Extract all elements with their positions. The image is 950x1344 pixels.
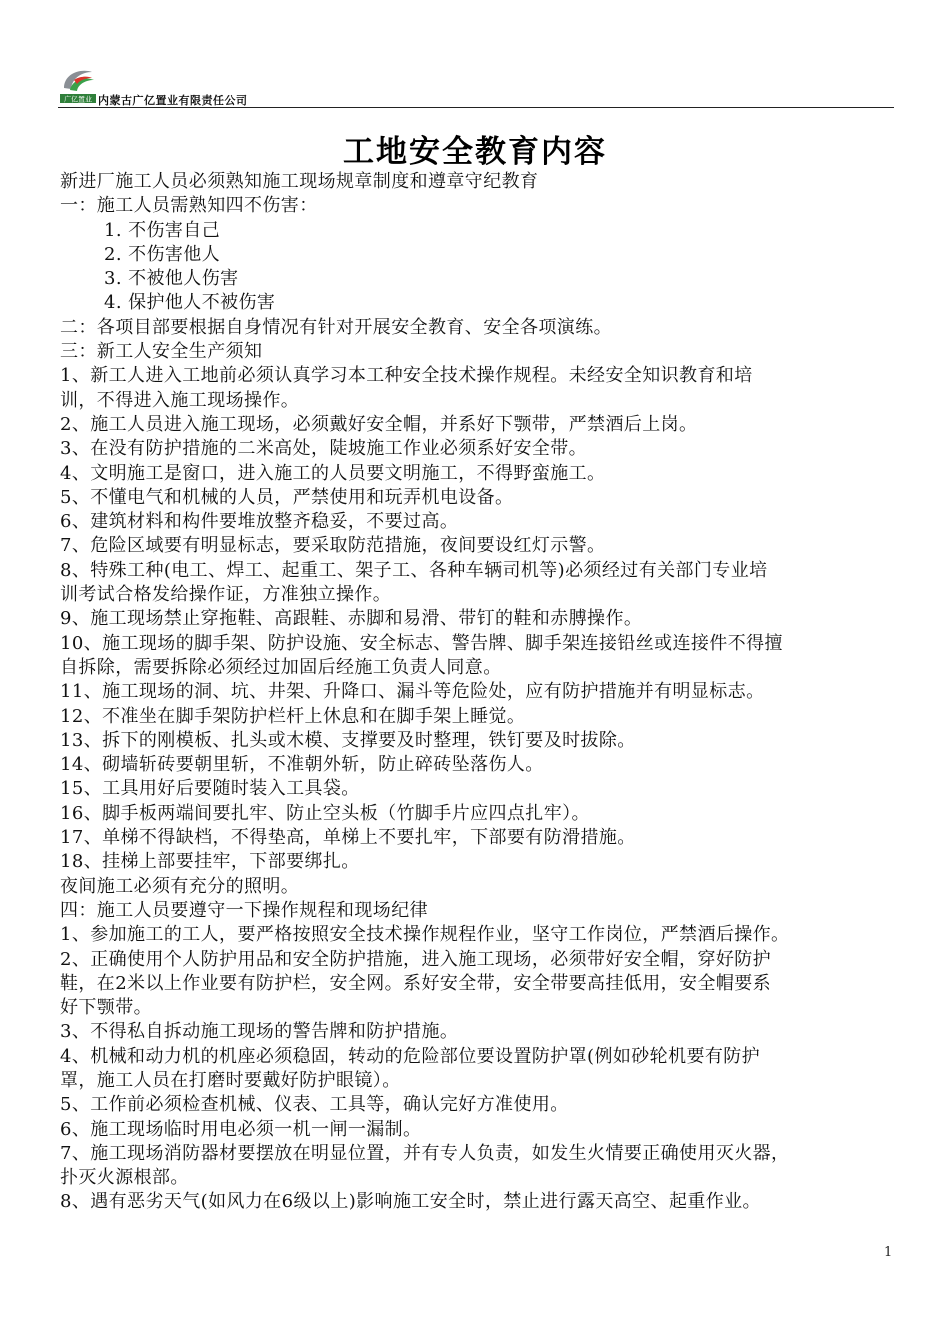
- logo-text: 广亿置业: [64, 95, 92, 104]
- text-line: 6、施工现场临时用电必须一机一闸一漏制。: [60, 1118, 422, 1140]
- page-number: 1: [884, 1245, 893, 1260]
- company-logo: [58, 62, 98, 108]
- text-line: 扑灭火源根部。: [60, 1167, 189, 1189]
- text-line: 新进厂施工人员必须熟知施工现场规章制度和遵章守纪教育: [60, 171, 539, 192]
- text-line: 1、新工人进入工地前必须认真学习本工种安全技术操作规程。未经安全知识教育和培: [60, 365, 753, 387]
- text-line: 二：各项目部要根据自身情况有针对开展安全教育、安全各项演练。: [60, 316, 612, 338]
- text-line: 6、建筑材料和构件要堆放整齐稳妥，不要过高。: [60, 511, 459, 533]
- text-line: 8、特殊工种(电工、焊工、起重工、架子工、各种车辆司机等)必须经过有关部门专业培: [60, 559, 768, 581]
- text-line: 好下颚带。: [60, 997, 152, 1019]
- text-line: 5、不懂电气和机械的人员，严禁使用和玩弄机电设备。: [60, 486, 514, 508]
- document-title: 工地安全教育内容: [343, 134, 607, 170]
- text-line: 13、拆下的刚模板、扎头或木模、支撑要及时整理，铁钉要及时拔除。: [60, 729, 636, 751]
- text-line: 9、施工现场禁止穿拖鞋、高跟鞋、赤脚和易滑、带钉的鞋和赤膊操作。: [60, 608, 643, 630]
- text-line: 3、在没有防护措施的二米高处，陡坡施工作业必须系好安全带。: [60, 438, 588, 460]
- text-line: 16、脚手板两端间要扎牢、防止空头板（竹脚手片应四点扎牢）。: [60, 802, 590, 824]
- text-line: 14、砌墙斩砖要朝里斩，不准朝外斩，防止碎砖坠落伤人。: [60, 754, 544, 776]
- text-line: 11、施工现场的洞、坑、井架、升降口、漏斗等危险处，应有防护措施并有明显标志。: [60, 681, 765, 703]
- text-line: 7、施工现场消防器材要摆放在明显位置，并有专人负责，如发生火情要正确使用灭火器，: [60, 1142, 790, 1164]
- text-line: 一：施工人员需熟知四不伤害：: [60, 195, 318, 217]
- text-line: 2、正确使用个人防护用品和安全防护措施，进入施工现场，必须带好安全帽，穿好防护: [60, 948, 772, 970]
- text-line: 3. 不被他人伤害: [104, 268, 239, 290]
- text-line: 2、施工人员进入施工现场，必须戴好安全帽，并系好下颚带，严禁酒后上岗。: [60, 413, 698, 435]
- company-name: 内蒙古广亿置业有限责任公司: [98, 94, 248, 107]
- header-divider: [58, 107, 894, 108]
- text-line: 10、施工现场的脚手架、防护设施、安全标志、警告牌、脚手架连接铅丝或连接件不得擅: [60, 632, 783, 654]
- text-line: 训，不得进入施工现场操作。: [60, 389, 300, 411]
- text-line: 15、工具用好后要随时装入工具袋。: [60, 778, 360, 800]
- text-line: 4. 保护他人不被伤害: [104, 292, 276, 314]
- text-line: 1、参加施工的工人，要严格按照安全技术操作规程作业，坚守工作岗位，严禁酒后操作。: [60, 924, 790, 946]
- text-line: 4、机械和动力机的机座必须稳固，转动的危险部位要设置防护罩(例如砂轮机要有防护: [60, 1045, 761, 1067]
- text-line: 夜间施工必须有充分的照明。: [60, 875, 300, 897]
- text-line: 罩，施工人员在打磨时要戴好防护眼镜）。: [60, 1069, 401, 1091]
- page-header: [58, 62, 894, 110]
- text-line: 四：施工人员要遵守一下操作规程和现场纪律: [60, 899, 428, 921]
- text-line: 三：新工人安全生产须知: [60, 341, 263, 363]
- text-line: 18、挂梯上部要挂牢，下部要绑扎。: [60, 851, 360, 873]
- text-line: 3、不得私自拆动施工现场的警告牌和防护措施。: [60, 1021, 459, 1043]
- text-line: 17、单梯不得缺档，不得垫高，单梯上不要扎牢，下部要有防滑措施。: [60, 827, 636, 849]
- text-line: 5、工作前必须检查机械、仪表、工具等，确认完好方准使用。: [60, 1094, 569, 1116]
- text-line: 4、文明施工是窗口，进入施工的人员要文明施工，不得野蛮施工。: [60, 462, 606, 484]
- text-line: 2. 不伤害他人: [104, 243, 221, 265]
- text-line: 7、危险区域要有明显标志，要采取防范措施，夜间要设红灯示警。: [60, 535, 606, 557]
- document-body: [60, 170, 900, 1215]
- text-line: 鞋，在2米以上作业要有防护栏，安全网。系好安全带，安全带要高挂低用，安全帽要系: [60, 972, 772, 994]
- text-line: 8、遇有恶劣天气(如风力在6级以上)影响施工安全时，禁止进行露天高空、起重作业。: [60, 1191, 761, 1213]
- text-line: 训考试合格发给操作证，方准独立操作。: [60, 584, 392, 606]
- text-line: 12、不准坐在脚手架防护栏杆上休息和在脚手架上睡觉。: [60, 705, 526, 727]
- text-line: 自拆除，需要拆除必须经过加固后经施工负责人同意。: [60, 656, 502, 678]
- text-line: 1. 不伤害自己: [104, 219, 221, 241]
